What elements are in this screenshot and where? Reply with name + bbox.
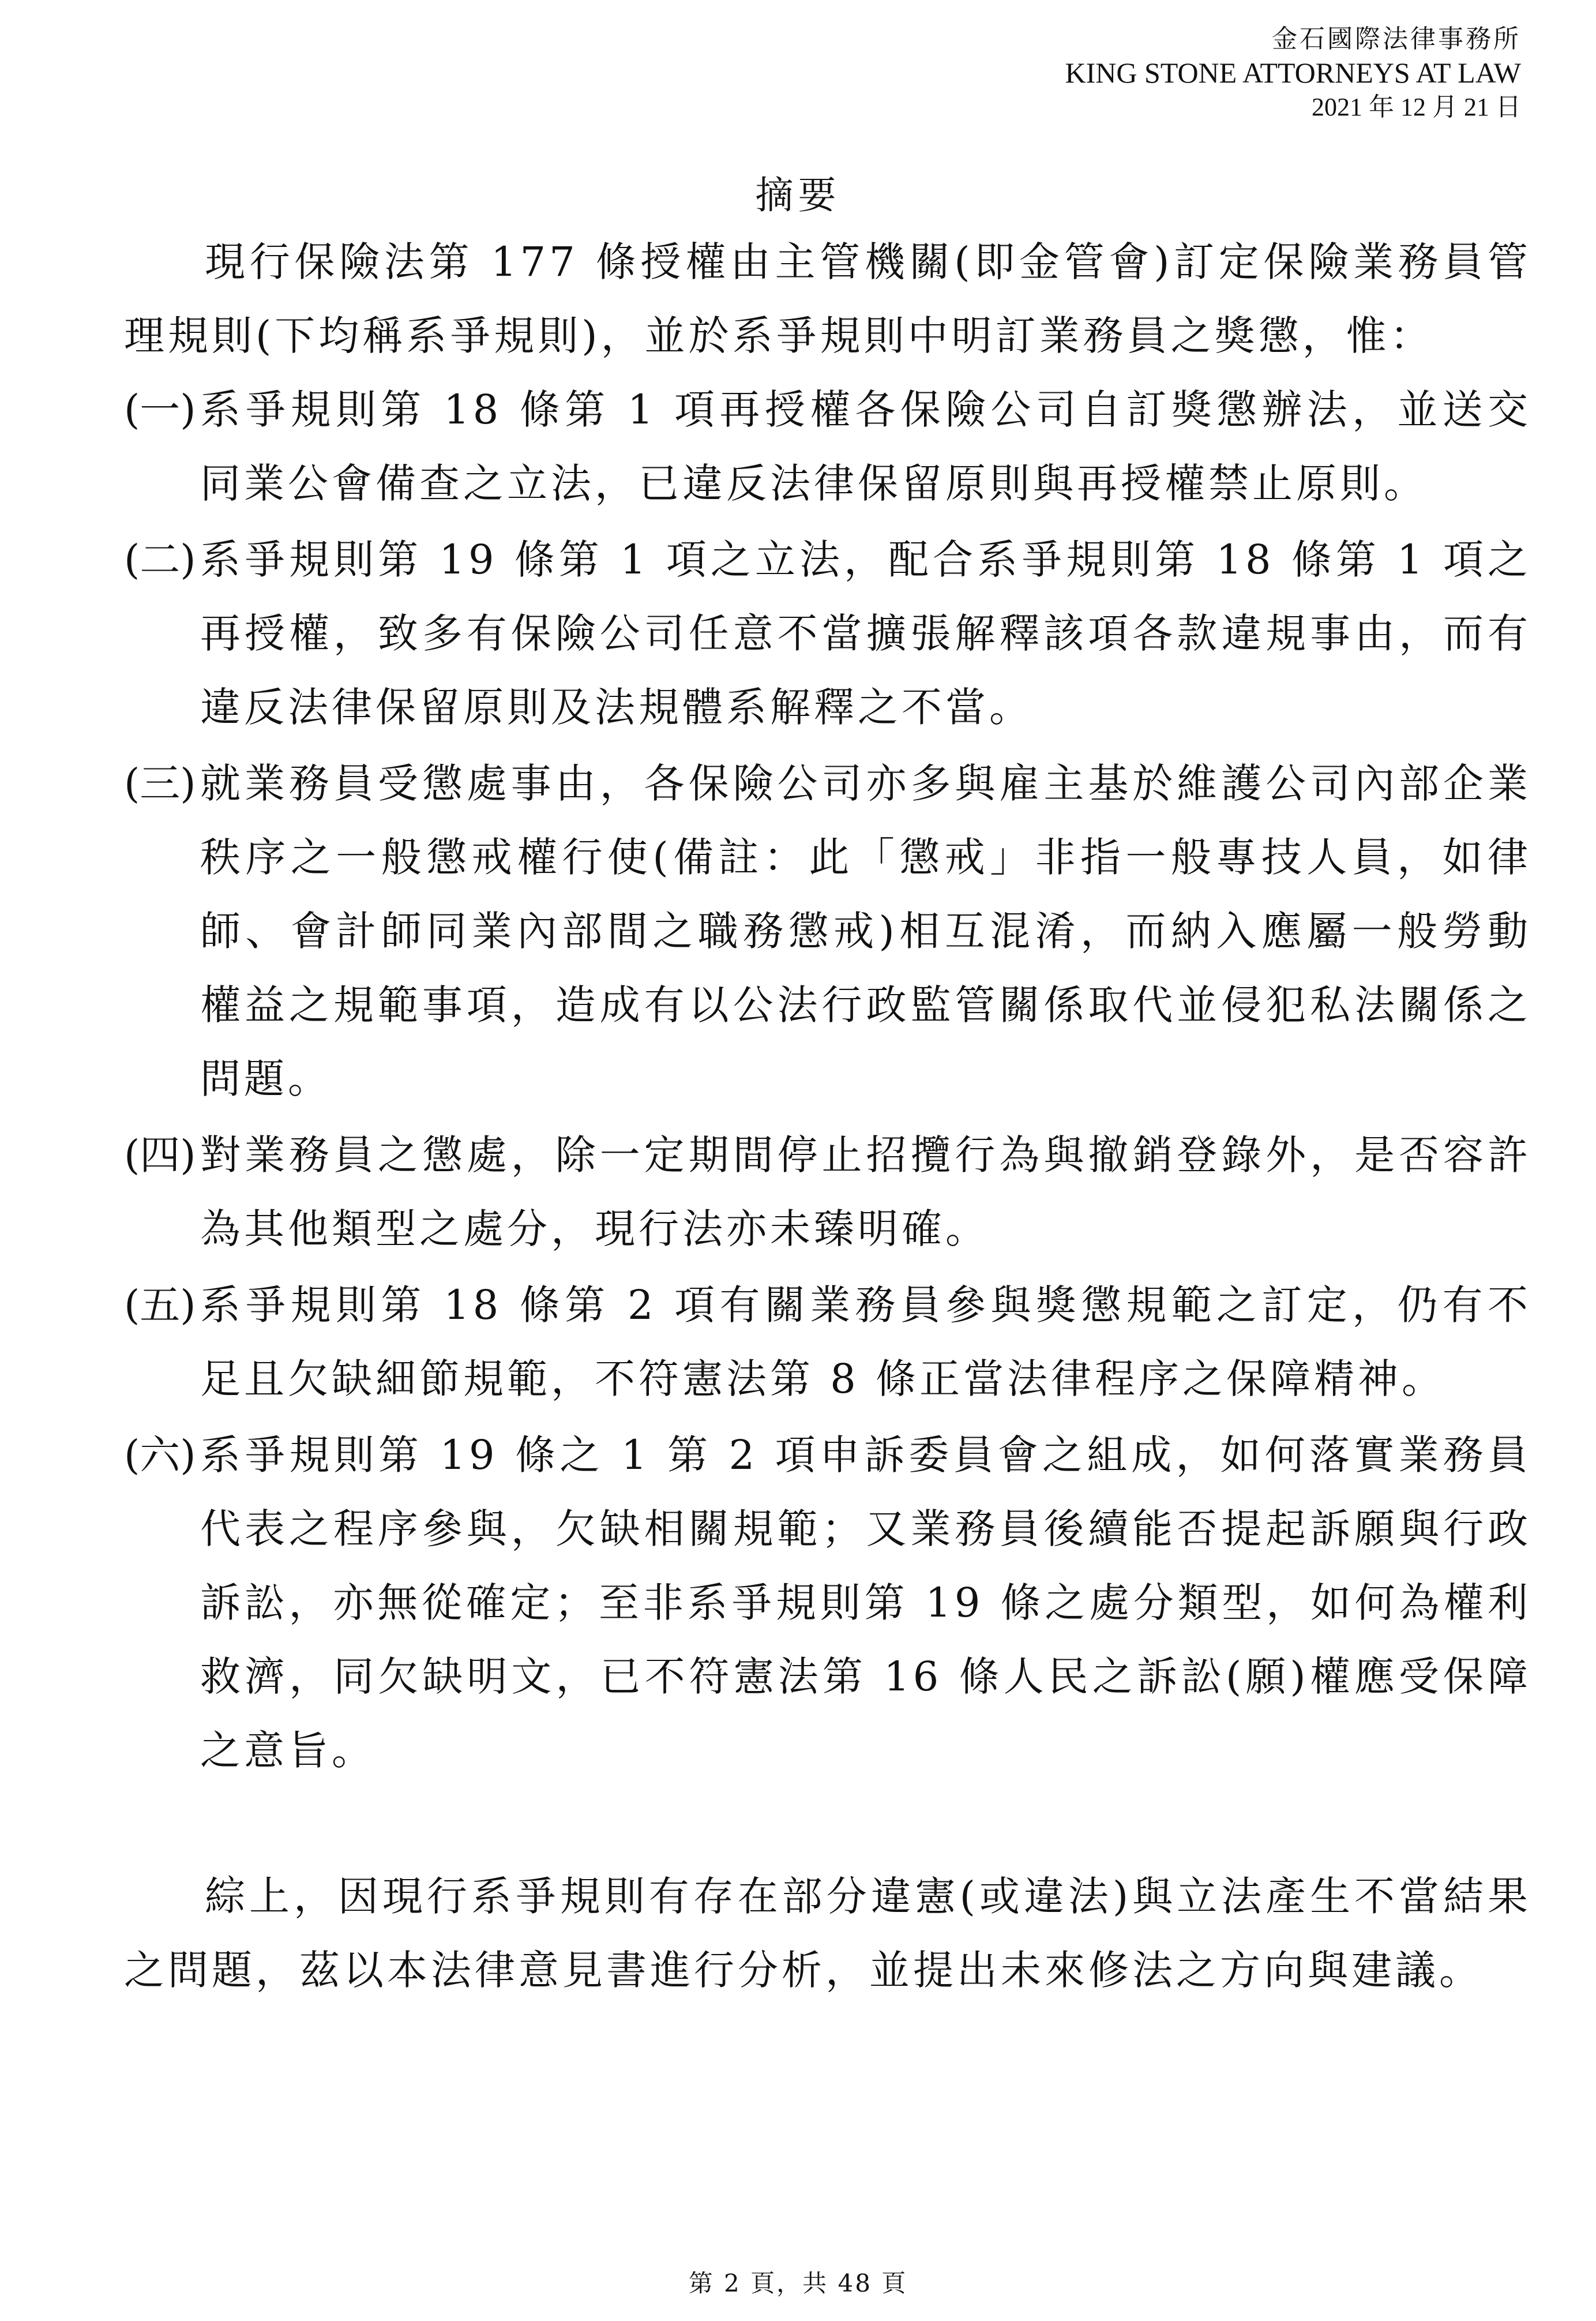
list-item <box>124 523 1531 744</box>
document-date: 2021 年 12 月 21 日 <box>1312 92 1521 121</box>
list-item <box>124 373 1531 520</box>
item-text: 系爭規則第 18 條第 2 項有關業務員參與獎懲規範之訂定，仍有不足且欠缺細節規範，不符憲法第 8 條正當法律程序之保障精神。 <box>200 1281 1531 1403</box>
item-text: 對業務員之懲處，除一定期間停止招攬行為與撤銷登錄外，是否容許為其他類型之處分，現行法亦未臻明確。 <box>200 1131 1531 1253</box>
section-title: 摘要 <box>755 173 841 218</box>
list-item <box>124 1118 1531 1266</box>
item-number: (六) <box>124 1431 196 1479</box>
item-number: (三) <box>124 760 196 807</box>
list-item <box>124 1418 1531 1787</box>
page-number: 第 2 頁，共 48 頁 <box>688 2269 908 2297</box>
conclusion-paragraph: 綜上，因現行系爭規則有存在部分違憲(或違法)與立法產生不當結果之問題，茲以本法律意見書進行分析，並提出未來修法之方向與建議。 <box>124 1873 1531 1994</box>
item-number: (二) <box>124 536 196 583</box>
firm-name-chinese: 金石國際法律事務所 <box>1272 25 1521 53</box>
item-number: (一) <box>124 386 196 433</box>
item-text: 系爭規則第 19 條第 1 項之立法，配合系爭規則第 18 條第 1 項之再授權，致多有保險公司任意不當擴張解釋該項各款違規事由，而有違反法律保留原則及法規體系解釋之不當。 <box>200 536 1531 731</box>
issue-list <box>124 373 1531 1787</box>
list-item <box>124 747 1531 1116</box>
firm-name-english: KING STONE ATTORNEYS AT LAW <box>1065 57 1521 89</box>
item-text: 系爭規則第 19 條之 1 第 2 項申訴委員會之組成，如何落實業務員代表之程序參與，欠缺相關規範；又業務員後續能否提起訴願與行政訴訟，亦無從確定；至非系爭規則第 19 條之處分類型，如何為權利救濟，同欠缺明文，已不符憲法第 16 條人民之訴訟(願)權應受保障之意旨。 <box>200 1431 1531 1774</box>
item-number: (四) <box>124 1131 196 1179</box>
list-item <box>124 1268 1531 1416</box>
item-text: 就業務員受懲處事由，各保險公司亦多與雇主基於維護公司內部企業秩序之一般懲戒權行使(備註：此「懲戒」非指一般專技人員，如律師、會計師同業內部間之職務懲戒)相互混淆，而納入應屬一般勞動權益之規範事項，造成有以公法行政監管關係取代並侵犯私法關係之問題。 <box>200 760 1531 1103</box>
item-text: 系爭規則第 18 條第 1 項再授權各保險公司自訂獎懲辦法，並送交同業公會備查之立法，已違反法律保留原則與再授權禁止原則。 <box>200 386 1531 507</box>
item-number: (五) <box>124 1281 196 1329</box>
summary-body <box>124 225 1531 2007</box>
letterhead <box>1065 23 1521 123</box>
intro-paragraph: 現行保險法第 177 條授權由主管機關(即金管會)訂定保險業務員管理規則(下均稱系爭規則)，並於系爭規則中明訂業務員之獎懲，惟： <box>124 238 1531 359</box>
